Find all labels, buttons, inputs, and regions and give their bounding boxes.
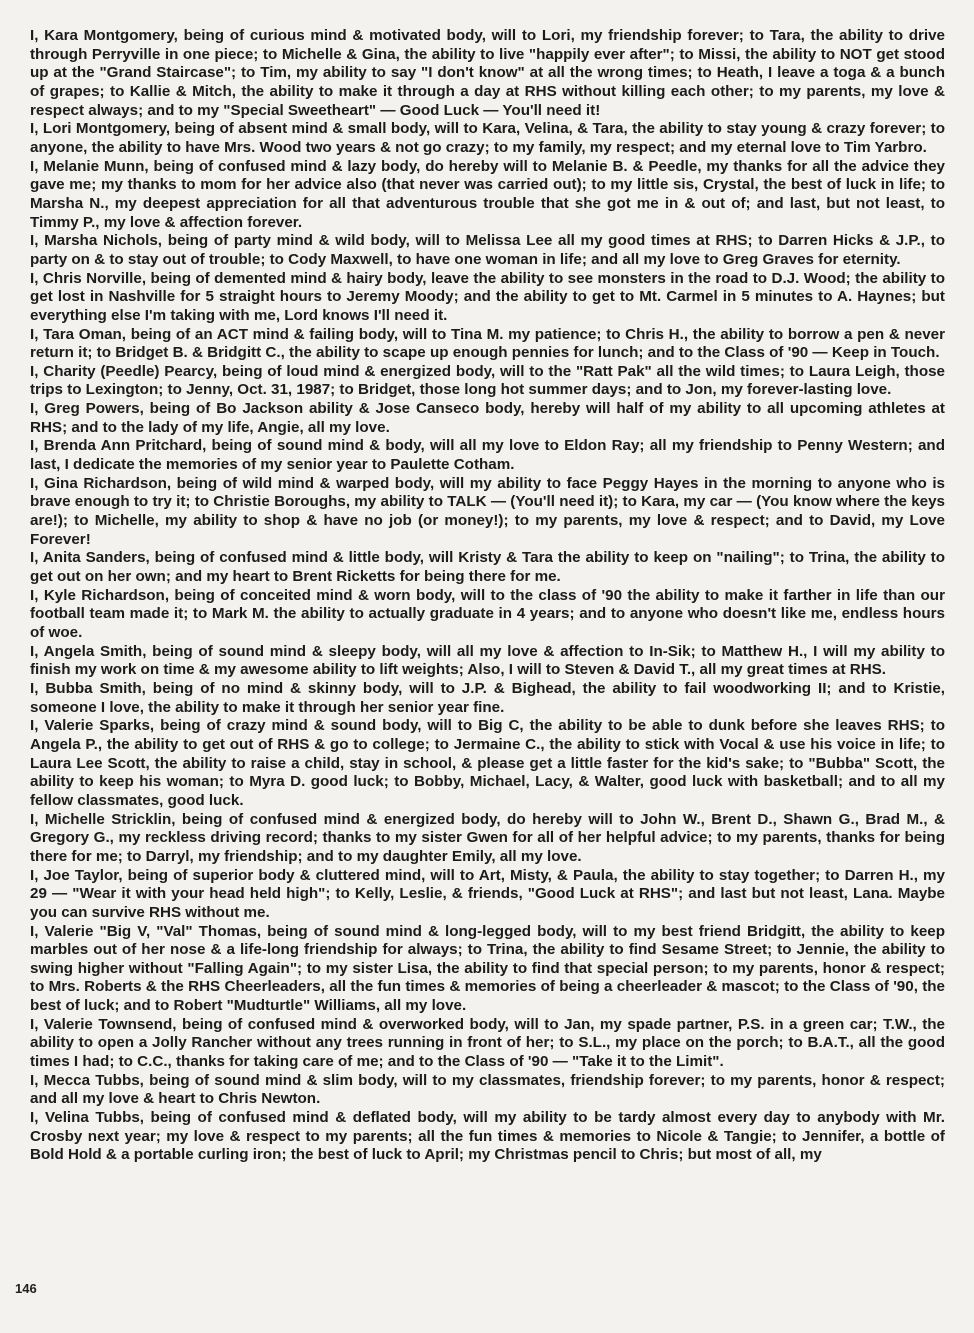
will-paragraph: I, Anita Sanders, being of confused mind & little body, will Kristy & Tara the ability to keep on "nailing"; to Trina, the ability to get out on her own; and my heart to Brent Ricketts for being there for me. bbox=[30, 549, 945, 586]
page-number: 146 bbox=[15, 1281, 37, 1296]
will-paragraph: I, Michelle Stricklin, being of confused mind & energized body, do hereby will to John W., Brent D., Shawn G., Brad M., & Gregory G., my reckless driving record; thanks to my sister Gwen for all of her helpful advice; to my parents, thanks for being there for me; to Darryl, my friendship; and to my daughter Emily, all my love. bbox=[30, 810, 945, 865]
will-paragraph: I, Greg Powers, being of Bo Jackson ability & Jose Canseco body, hereby will half of my ability to all upcoming athletes at RHS; and to the lady of my life, Angie, all my love. bbox=[30, 400, 945, 436]
will-paragraph: I, Tara Oman, being of an ACT mind & failing body, will to Tina M. my patience; to Chris H., the ability to borrow a pen & never return it; to Bridget B. & Bridgitt C., the ability to scape up enough pennies for lunch; and to the Class of '90 — Keep in Touch. bbox=[30, 325, 945, 362]
will-paragraph: I, Charity (Peedle) Pearcy, being of loud mind & energized body, will to the "Ratt Pak" all the wild times; to Laura Leigh, those trips to Lexington; to Jenny, Oct. 31, 1987; to Bridget, those long hot summer days; and to Jon, my forever-lasting love. bbox=[30, 362, 945, 399]
will-paragraph: I, Valerie Townsend, being of confused mind & overworked body, will to Jan, my spade partner, P.S. in a green car; T.W., the ability to open a Jolly Rancher without any trees running in front of her; to S.L., my place on the porch; to B.A.T., all the good times I had; to C.C., thanks for taking care of me; and to the Class of '90 — "Take it to the Limit". bbox=[30, 1015, 945, 1071]
will-paragraph: I, Kyle Richardson, being of conceited mind & worn body, will to the class of '90 the ability to make it farther in life than our football team made it; to Mark M. the ability to actually graduate in 4 years; and to anyone who doesn't like me, endless hours of woe. bbox=[30, 586, 945, 641]
will-paragraph: I, Valerie Sparks, being of crazy mind & sound body, will to Big C, the ability to be able to dunk before she leaves RHS; to Angela P., the ability to get out of RHS & go to college; to Jermaine C., the ability to stick with Vocal & use his voice in life; to Laura Lee Scott, the ability to raise a child, stay in school, & please get a little faster for the kid's sake; to "Bubba" Scott, the ability to keep his woman; to Myra D. good luck; to Bobby, Michael, Lacy, & Walter, good luck with basketball; and to all my fellow classmates, good luck. bbox=[30, 717, 945, 809]
will-paragraph: I, Mecca Tubbs, being of sound mind & slim body, will to my classmates, friendship forever; to my parents, honor & respect; and all my love & heart to Chris Newton. bbox=[30, 1071, 945, 1108]
will-paragraph: I, Melanie Munn, being of confused mind & lazy body, do hereby will to Melanie B. & Peedle, my thanks for all the advice they gave me; my thanks to mom for her advice also (that never was carried out); to my little sis, Crystal, the best of luck in life; to Marsha N., my deepest appreciation for all that adventurous trouble that she got me in & out of; and last, but not least, to Timmy P., my love & affection forever. bbox=[30, 157, 945, 231]
will-paragraph: I, Angela Smith, being of sound mind & sleepy body, will all my love & affection to In-Sik; to Matthew H., I will my ability to finish my work on time & my awesome ability to lift weights; Also, I will to Steven & David T., all my great times at RHS. bbox=[30, 642, 945, 679]
will-paragraph: I, Joe Taylor, being of superior body & cluttered mind, will to Art, Misty, & Paula, the ability to stay together; to Darren H., my 29 — "Wear it with your head held high"; to Kelly, Leslie, & friends, "Good Luck at RHS"; and last but not least, Lana. Maybe you can survive RHS without me. bbox=[30, 866, 945, 921]
will-paragraph: I, Velina Tubbs, being of confused mind & deflated body, will my ability to be tardy almost every day to anybody with Mr. Crosby next year; my love & respect to my parents; all the fun times & memories to Nicole & Tangie; to Jennifer, a bottle of Bold Hold & a portable curling iron; the best of luck to April; my Christmas pencil to Chris; but most of all, my bbox=[30, 1109, 945, 1164]
will-paragraph: I, Valerie "Big V, "Val" Thomas, being of sound mind & long-legged body, will to my best friend Bridgitt, the ability to keep marbles out of her nose & a life-long friendship for always; to Trina, the ability to find Sesame Street; to Jennie, the ability to swing higher without "Falling Again"; to my sister Lisa, the ability to find that special person; to my parents, honor & respect; to Mrs. Roberts & the RHS Cheerleaders, all the fun times & memories of being a cheerleader & mascot; to the Class of '90, the best of luck; and to Robert "Mudturtle" Williams, all my love. bbox=[30, 922, 945, 1015]
will-paragraph: I, Brenda Ann Pritchard, being of sound mind & body, will all my love to Eldon Ray; all my friendship to Penny Western; and last, I dedicate the memories of my senior year to Paulette Cotham. bbox=[30, 437, 945, 474]
will-paragraph: I, Gina Richardson, being of wild mind & warped body, will my ability to face Peggy Hayes in the morning to anyone who is brave enough to try it; to Christie Boroughs, my ability to TALK — (You'll need it); to Kara, my car — (You know where the keys are!); to Michelle, my ability to shop & have no job (or money!); to my parents, my love & respect; and to David, my Love Forever! bbox=[30, 474, 945, 548]
will-paragraph: I, Chris Norville, being of demented mind & hairy body, leave the ability to see monsters in the road to D.J. Wood; the ability to get lost in Nashville for 5 straight hours to Jeremy Moody; and the ability to get to Mt. Carmel in 5 minutes to A. Haynes; but everything else I'm taking with me, Lord knows I'll need it. bbox=[30, 269, 945, 324]
will-paragraph: I, Marsha Nichols, being of party mind & wild body, will to Melissa Lee all my good times at RHS; to Darren Hicks & J.P., to party on & to stay out of trouble; to Cody Maxwell, to have one woman in life; and all my love to Greg Graves for eternity. bbox=[30, 232, 945, 268]
will-paragraph: I, Bubba Smith, being of no mind & skinny body, will to J.P. & Bighead, the ability to fail woodworking II; and to Kristie, someone I love, the ability to make it through her senior year fine. bbox=[30, 679, 945, 716]
will-paragraph: I, Kara Montgomery, being of curious mind & motivated body, will to Lori, my friendship forever; to Tara, the ability to drive through Perryville in one piece; to Michelle & Gina, the ability to live "happily ever after"; to Missi, the ability to NOT get stood up at the "Grand Staircase"; to Tim, my ability to say "I don't know" at all the wrong times; to Heath, I leave a toga & a bunch of grapes; to Kallie & Mitch, the ability to make it through a day at RHS without killing each other; to my parents, my love & respect always; and to my "Special Sweetheart" — Good Luck — You'll need it! bbox=[30, 27, 945, 119]
senior-wills-text bbox=[30, 27, 945, 1165]
will-paragraph: I, Lori Montgomery, being of absent mind & small body, will to Kara, Velina, & Tara, the ability to stay young & crazy forever; to anyone, the ability to have Mrs. Wood two years & not go crazy; to my family, my respect; and my eternal love to Tim Yarbro. bbox=[30, 120, 945, 156]
